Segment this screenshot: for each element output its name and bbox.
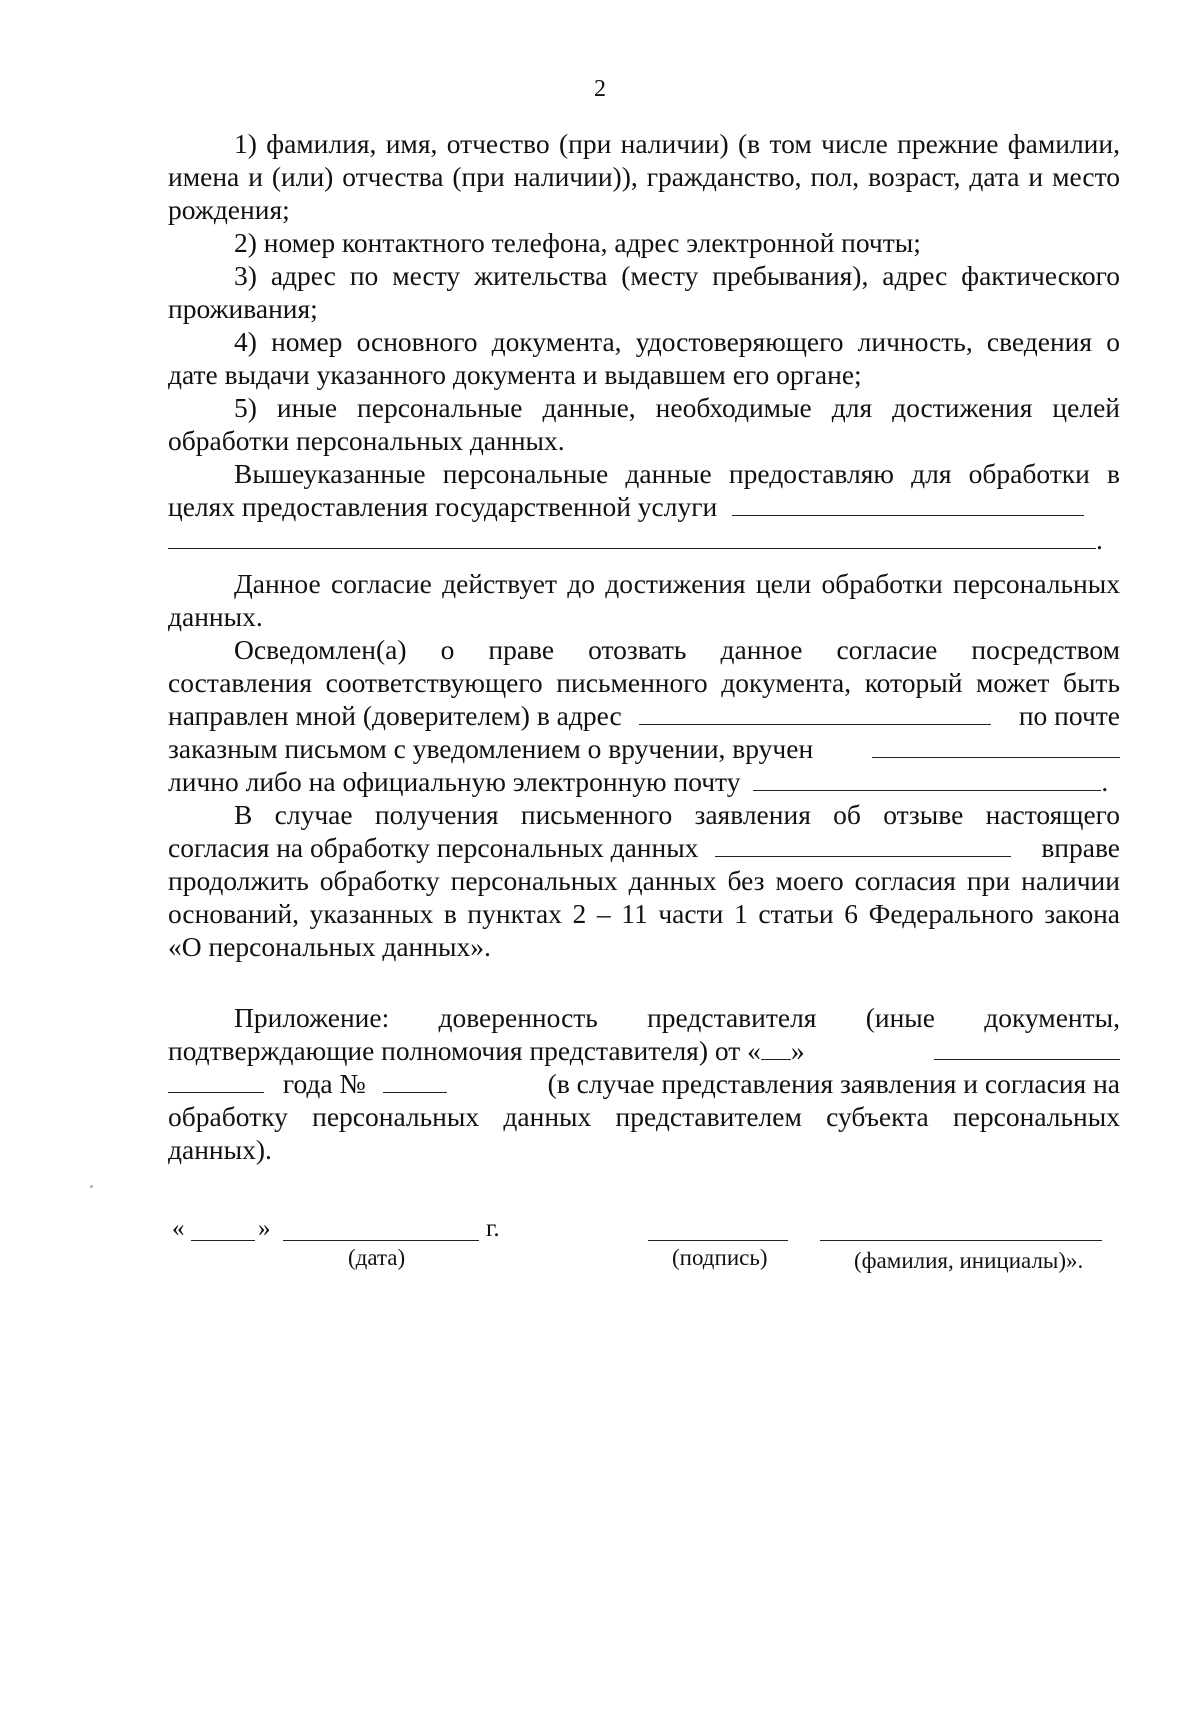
withdrawal-line-4: оснований, указанных в пунктах 2 – 11 части 1 статьи 6 Федерального закона: [168, 898, 1120, 929]
item-4-line-1: 4) номер основного документа, удостоверяющего личность, сведения о: [234, 326, 1120, 357]
revoke-end-period: .: [1101, 766, 1109, 797]
registered-mail-text: заказным письмом с уведомлением о вручении, вручен: [168, 733, 814, 764]
full-name-blank: [820, 1240, 1102, 1241]
validity-line-2: данных.: [168, 601, 263, 632]
attachment-confirm-text: подтверждающие полномочия представителя) от «: [168, 1035, 761, 1066]
sign-date-open-quote: «: [172, 1215, 185, 1242]
attachment-case-text: (в случае представления заявления и согласия на: [547, 1068, 1120, 1099]
operator-name-blank: [715, 834, 1011, 857]
item-1-line-2: имена и (или) отчества (при наличии)), гражданство, пол, возраст, дата и место: [168, 161, 1120, 192]
item-5-line-1: 5) иные персональные данные, необходимые для достижения целей: [234, 392, 1120, 423]
year-number-text: года №: [282, 1068, 366, 1099]
sign-day-blank: [191, 1240, 255, 1241]
name-caption: (фамилия, инициалы)».: [854, 1248, 1084, 1273]
revoke-address-text: направлен мной (доверителем) в адрес: [168, 700, 622, 731]
validity-line-1: Данное согласие действует до достижения цели обработки персональных: [234, 568, 1120, 599]
sign-month-year-blank: [283, 1240, 479, 1241]
item-3-line-2: проживания;: [168, 293, 318, 324]
item-1-line-3: рождения;: [168, 194, 290, 225]
revoke-line-3: [168, 699, 1120, 732]
attachment-line-3: [168, 1067, 1120, 1100]
revoke-line-1: Осведомлен(а) о праве отозвать данное согласие посредством: [234, 634, 1120, 665]
address-blank: [639, 702, 991, 725]
sign-date-close-quote: »: [258, 1215, 271, 1242]
service-name-blank: [732, 493, 1084, 516]
entitled-text: вправе: [1041, 832, 1120, 863]
attachment-line-1: Приложение: доверенность представителя (иные документы,: [234, 1002, 1120, 1033]
revoke-line-2: составления соответствующего письменного документа, который может быть: [168, 667, 1120, 698]
official-email-text: лично либо на официальную электронную почту: [168, 766, 741, 797]
signature-caption: (подпись): [672, 1245, 768, 1270]
attachment-line-5: данных).: [168, 1134, 272, 1165]
attachment-close-quote: »: [790, 1035, 805, 1066]
withdrawal-line-2: [168, 831, 1120, 864]
attachment-line-2: [168, 1034, 1120, 1067]
delivered-to-blank: [872, 735, 1120, 758]
day-blank: [761, 1037, 791, 1060]
item-1-line-1: 1) фамилия, имя, отчество (при наличии) (в том числе прежние фамилии,: [234, 128, 1120, 159]
withdrawal-line-3: продолжить обработку персональных данных без моего согласия при наличии: [168, 865, 1120, 896]
purpose-line-1: Вышеуказанные персональные данные предоставляю для обработки в: [234, 458, 1120, 489]
item-4-line-2: дате выдачи указанного документа и выдавшем его органе;: [168, 359, 862, 390]
purpose-line-3: [168, 523, 1120, 556]
item-3-line-1: 3) адрес по месту жительства (месту пребывания), адрес фактического: [234, 260, 1120, 291]
date-caption: (дата): [348, 1245, 406, 1270]
by-mail-text: по почте: [1018, 700, 1120, 731]
purpose-text: целях предоставления государственной услуги: [168, 491, 718, 522]
revoke-line-5: [168, 765, 1120, 798]
revoke-line-4: [168, 732, 1120, 765]
item-2-line-1: 2) номер контактного телефона, адрес электронной почты;: [234, 227, 921, 258]
withdrawal-line-5: «О персональных данных».: [168, 931, 491, 962]
service-name-blank-continued: [168, 526, 1096, 549]
year-suffix: г.: [486, 1215, 500, 1242]
page-number: 2: [594, 76, 606, 102]
signature-blank: [648, 1240, 788, 1241]
purpose-line-2: [168, 490, 1120, 523]
item-5-line-2: обработки персональных данных.: [168, 425, 565, 456]
month-blank: [934, 1037, 1120, 1060]
purpose-end-period: .: [1096, 524, 1103, 555]
year-blank: [168, 1070, 264, 1093]
scan-speck: [90, 1185, 93, 1188]
withdrawal-consent-text: согласия на обработку персональных данных: [168, 832, 699, 863]
withdrawal-line-1: В случае получения письменного заявления об отзыве настоящего: [234, 799, 1120, 830]
attachment-line-4: обработку персональных данных представителем субъекта персональных: [168, 1101, 1120, 1132]
poa-number-blank: [383, 1070, 447, 1093]
official-email-blank: [753, 768, 1101, 791]
